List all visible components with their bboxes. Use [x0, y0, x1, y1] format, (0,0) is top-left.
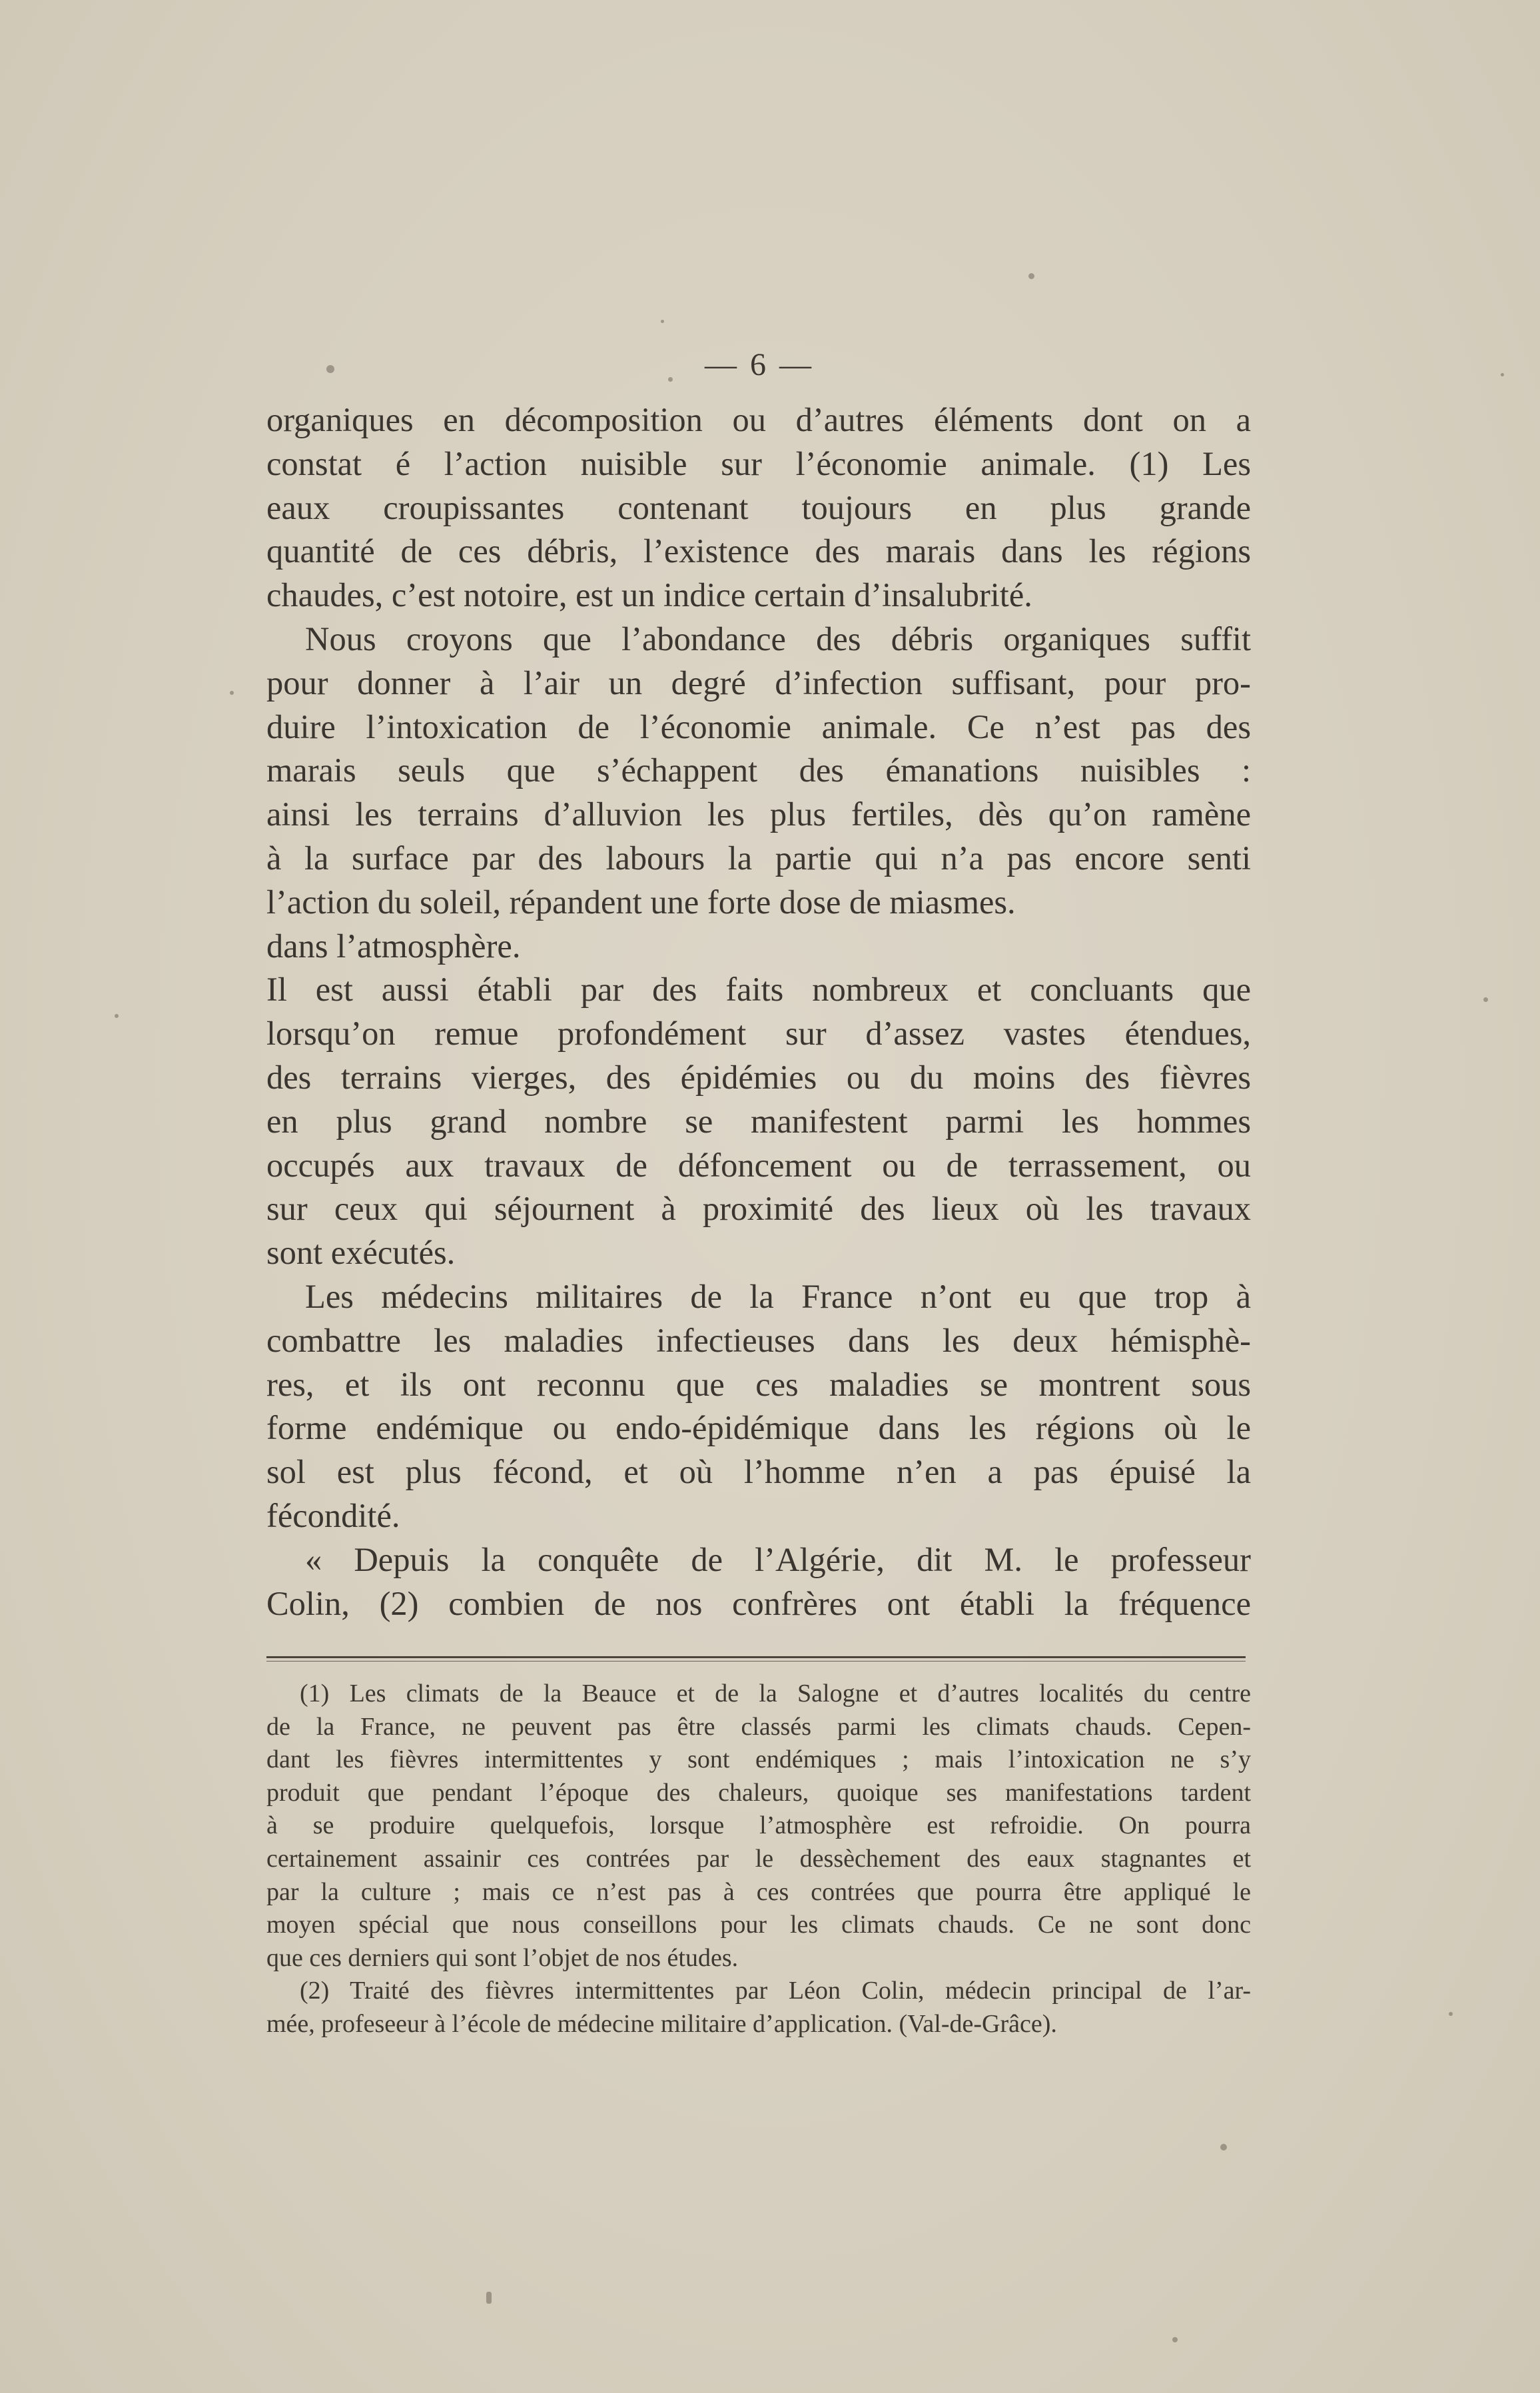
footnote-rule [266, 1656, 1246, 1658]
paper-speck [1483, 997, 1488, 1002]
text-line: Les médecins militaires de la France n’ont eu que trop à [305, 1277, 1251, 1315]
paper-speck [230, 691, 234, 695]
body-text [266, 398, 1251, 1626]
paper-speck [1220, 2144, 1227, 2151]
text-line: des terrains vierges, des épidémies ou du moins des fièvres [266, 1058, 1251, 1096]
text-line: l’action du soleil, répandent une forte dose de miasmes. [266, 883, 1016, 921]
paper-speck [661, 320, 664, 323]
footnotes [266, 1677, 1251, 2041]
text-line: Il est aussi établi par des faits nombreux et concluants que [266, 971, 1251, 1009]
text-line: ainsi les terrains d’alluvion les plus fertiles, dès qu’on ramène [266, 795, 1251, 833]
paper-speck [1172, 2337, 1178, 2342]
text-line: constat é l’action nuisible sur l’économie animale. (1) Les [266, 444, 1251, 482]
text-line: occupés aux travaux de défoncement ou de terrassement, ou [266, 1146, 1251, 1184]
text-line: sont exécutés. [266, 1234, 456, 1272]
footnote-line: dant les fièvres intermittentes y sont endémiques ; mais l’intoxication ne s’y [266, 1745, 1251, 1774]
footnote-line: que ces derniers qui sont l’objet de nos études. [266, 1943, 739, 1972]
text-line: organiques en décomposition ou d’autres éléments dont on a [266, 401, 1251, 438]
text-line: sur ceux qui séjournent à proximité des lieux où les travaux [266, 1190, 1251, 1228]
text-line: lorsqu’on remue profondément sur d’assez vastes étendues, [266, 1015, 1251, 1053]
paper-speck [326, 365, 334, 373]
text-line: duire l’intoxication de l’économie animale. Ce n’est pas des [266, 708, 1251, 745]
text-line: marais seuls que s’échappent des émanations nuisibles : [266, 751, 1251, 789]
footnote-line: (2) Traité des fièvres intermittentes par Léon Colin, médecin principal de l’ar- [300, 1977, 1251, 2005]
text-line: Colin, (2) combien de nos confrères ont établi la fréquence [266, 1584, 1251, 1622]
paper-speck [668, 377, 673, 382]
text-line: forme endémique ou endo-épidémique dans les régions où le [266, 1409, 1251, 1447]
text-line: combattre les maladies infectieuses dans les deux hémisphè- [266, 1321, 1251, 1359]
text-line: chaudes, c’est notoire, est un indice certain d’insalubrité. [266, 576, 1032, 614]
footnote-line: à se produire quelquefois, lorsque l’atmosphère est refroidie. On pourra [266, 1811, 1251, 1840]
text-line: « Depuis la conquête de l’Algérie, dit M. le professeur [305, 1540, 1251, 1578]
paper-speck [1449, 2012, 1453, 2016]
text-line: pour donner à l’air un degré d’infection suffisant, pour pro- [266, 664, 1251, 702]
text-line: à la surface par des labours la partie qui n’a pas encore senti [266, 839, 1251, 877]
paper-speck [1501, 373, 1504, 376]
text-line: Nous croyons que l’abondance des débris organiques suffit [305, 620, 1251, 658]
paper-speck [1028, 273, 1034, 279]
footnote-line: mée, profeseeur à l’école de médecine militaire d’application. (Val-de-Grâce). [266, 2009, 1057, 2038]
footnote-line: moyen spécial que nous conseillons pour les climats chauds. Ce ne sont donc [266, 1911, 1251, 1939]
page-number: — 6 — [705, 347, 814, 382]
footnote-line: certainement assainir ces contrées par le dessèchement des eaux stagnantes et [266, 1844, 1251, 1873]
text-line: quantité de ces débris, l’existence des marais dans les régions [266, 532, 1251, 570]
text-line: eaux croupissantes contenant toujours en plus grande [266, 488, 1251, 526]
footnote-line: (1) Les climats de la Beauce et de la Salogne et d’autres localités du centre [300, 1679, 1251, 1707]
footnote-rule-thin [266, 1661, 1246, 1662]
footnote-line: par la culture ; mais ce n’est pas à ces contrées que pourra être appliqué le [266, 1877, 1251, 1906]
paper-speck [115, 1014, 119, 1018]
text-line: sol est plus fécond, et où l’homme n’en a pas épuisé la [266, 1453, 1251, 1491]
text-line: en plus grand nombre se manifestent parmi les hommes [266, 1102, 1251, 1140]
paper-speck [486, 2292, 492, 2304]
text-line: res, et ils ont reconnu que ces maladies se montrent sous [266, 1365, 1251, 1403]
footnote-line: de la France, ne peuvent pas être classés parmi les climats chauds. Cepen- [266, 1712, 1251, 1741]
text-line: fécondité. [266, 1496, 400, 1534]
footnote-line: produit que pendant l’époque des chaleurs, quoique ses manifestations tardent [266, 1778, 1251, 1807]
text-line: dans l’atmosphère. [266, 927, 521, 965]
